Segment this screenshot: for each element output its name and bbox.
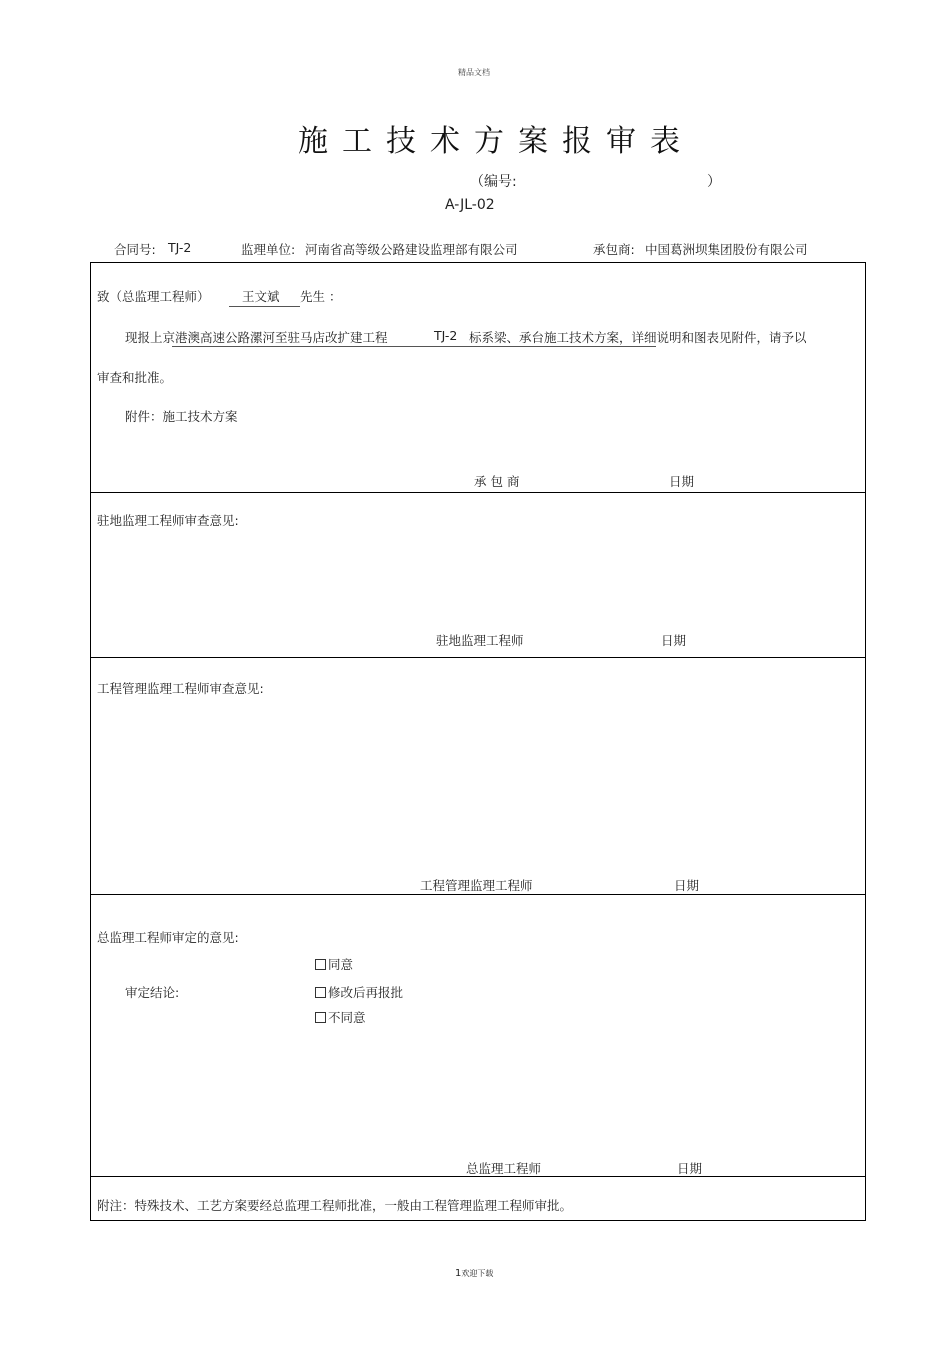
body-underline [172,346,656,347]
row-divider [91,657,865,658]
header-watermark: 精品文档 [458,68,490,77]
number-label: （编号: [470,174,517,190]
number-close: ） [707,174,721,190]
option-reject-label: 不同意 [328,1010,366,1025]
supervisor-value: 河南省高等级公路建设监理部有限公司 [305,242,518,257]
conclusion-label: 审定结论: [125,985,180,1000]
option-revise[interactable] [315,983,403,1001]
footnote: 附注：特殊技术、工艺方案要经总监理工程师批准，一般由工程管理监理工程师审批。 [97,1198,573,1213]
chief-engineer-name: 王文斌 [242,289,280,304]
body-text-section: TJ-2 [434,328,458,343]
body-text-description: 标系梁、承台施工技术方案，详细说明和图表见附件，请予以 [469,330,807,345]
honorific: 先生 ： [300,289,342,304]
contractor-sign-label: 承 包 商 [474,474,520,489]
addressee-label: 致（总监理工程师） [97,289,210,304]
page-footer [455,1261,493,1280]
chief-engineer-date-label: 日期 [677,1161,703,1176]
name-underline [229,306,300,307]
contractor-label: 承包商: [593,242,635,257]
body-text-request: 审查和批准。 [97,370,173,385]
footer-text: 欢迎下载 [461,1269,494,1278]
reject-checkbox[interactable] [315,1012,326,1023]
row-divider [91,492,865,493]
revise-checkbox[interactable] [315,987,326,998]
page-title: 施工技术方案报审表 [298,124,694,159]
page-number: 1 [455,1268,462,1279]
resident-engineer-sign-label: 驻地监理工程师 [436,633,524,648]
chief-engineer-opinion-title: 总监理工程师审定的意见: [97,930,239,945]
chief-engineer-sign-label: 总监理工程师 [466,1161,542,1176]
option-approve-label: 同意 [328,957,354,972]
approve-checkbox[interactable] [315,959,326,970]
row-divider [91,894,865,895]
supervisor-label: 监理单位: [241,242,296,257]
resident-engineer-opinion-title: 驻地监理工程师审查意见: [97,513,239,528]
option-reject[interactable] [315,1008,366,1026]
contractor-date-label: 日期 [669,474,695,489]
option-revise-label: 修改后再报批 [328,985,404,1000]
form-code: A-JL-02 [445,197,495,213]
contract-label: 合同号: [114,242,156,257]
option-approve[interactable] [315,955,353,973]
attachment-text: 附件：施工技术方案 [125,409,238,424]
body-text-project: 现报上京港澳高速公路漯河至驻马店改扩建工程 [125,330,388,345]
management-engineer-sign-label: 工程管理监理工程师 [420,878,533,893]
management-engineer-opinion-title: 工程管理监理工程师审查意见: [97,681,264,696]
contract-value: TJ-2 [168,240,192,255]
contractor-value: 中国葛洲坝集团股份有限公司 [645,242,808,257]
resident-engineer-date-label: 日期 [661,633,687,648]
review-form-table [90,262,866,1221]
management-engineer-date-label: 日期 [674,878,700,893]
